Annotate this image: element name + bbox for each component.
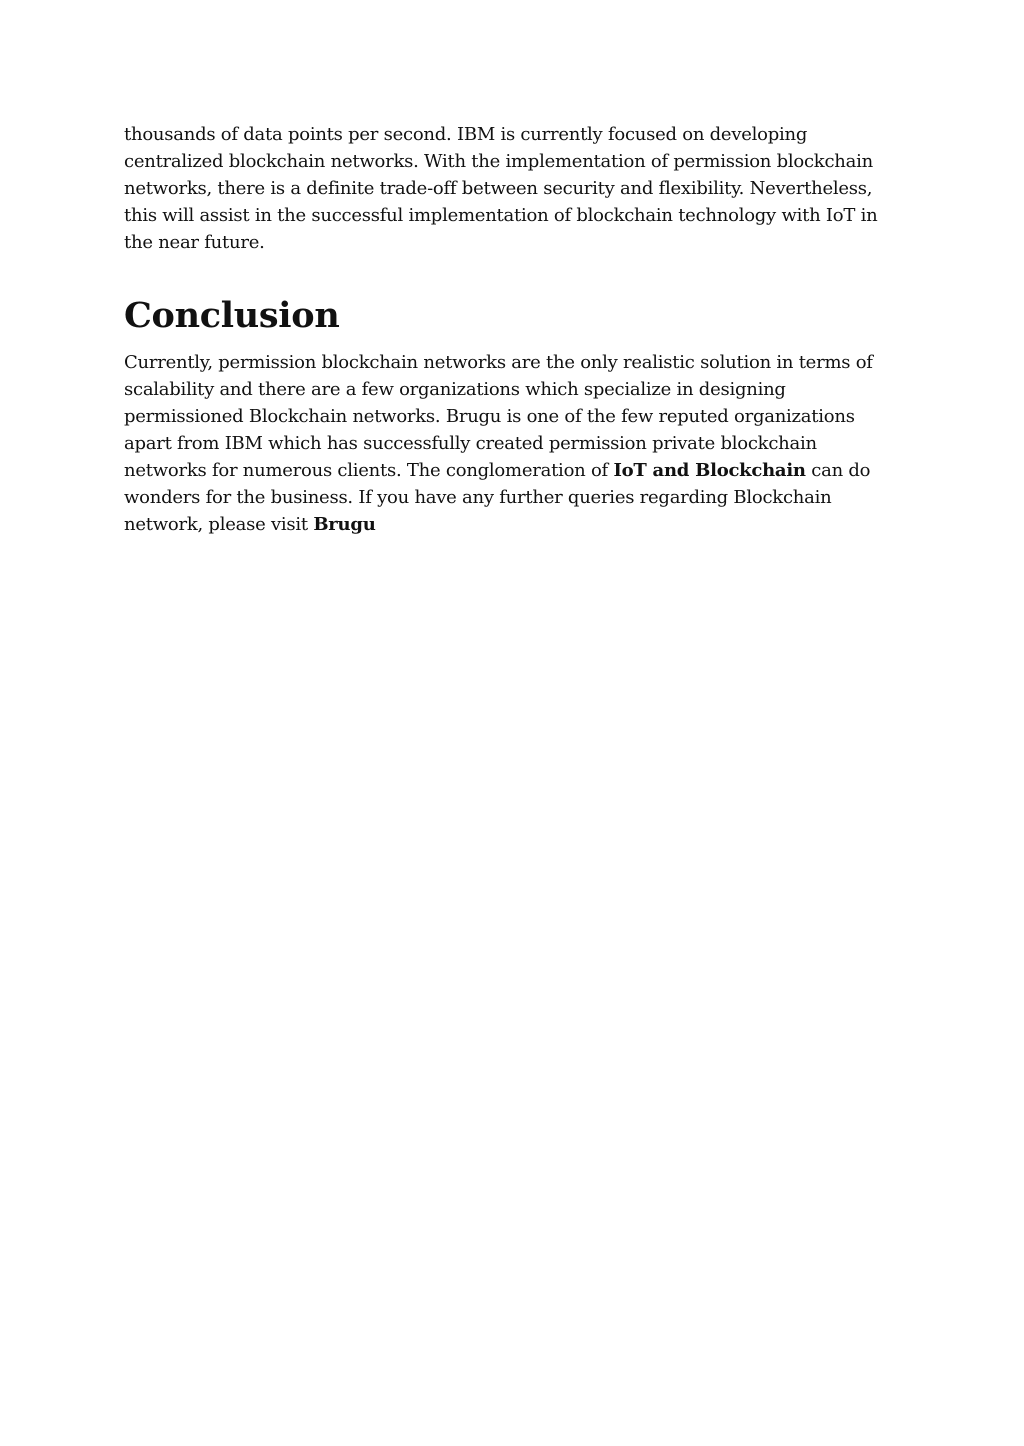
conclusion-text-part2: can do wonders for the business. If you have any further queries regarding Blockchain network, please visit (124, 460, 871, 535)
intro-paragraph: thousands of data points per second. IBM is currently focused on developing centralized blockchain networks. With the implementation of permission blockchain networks, there is a definite trade-off between security and flexibility. Nevertheless, this will assist in the successful implementation of blockchain technology with IoT in the near future. (124, 124, 878, 253)
brugu-link: Brugu (313, 514, 376, 535)
document-page (124, 121, 904, 538)
bold-term-iot-blockchain: IoT and Blockchain (613, 460, 806, 481)
conclusion-text-part1: Currently, permission blockchain networks are the only realistic solution in terms of scalability and there are a few organizations which specialize in designing permissioned Blockchain networks. Brugu is one of the few reputed organizations apart from IBM which has successfully created permission private blockchain networks for numerous clients. The conglomeration of (124, 352, 873, 481)
conclusion-paragraph (124, 349, 904, 538)
conclusion-heading: Conclusion (124, 295, 340, 336)
